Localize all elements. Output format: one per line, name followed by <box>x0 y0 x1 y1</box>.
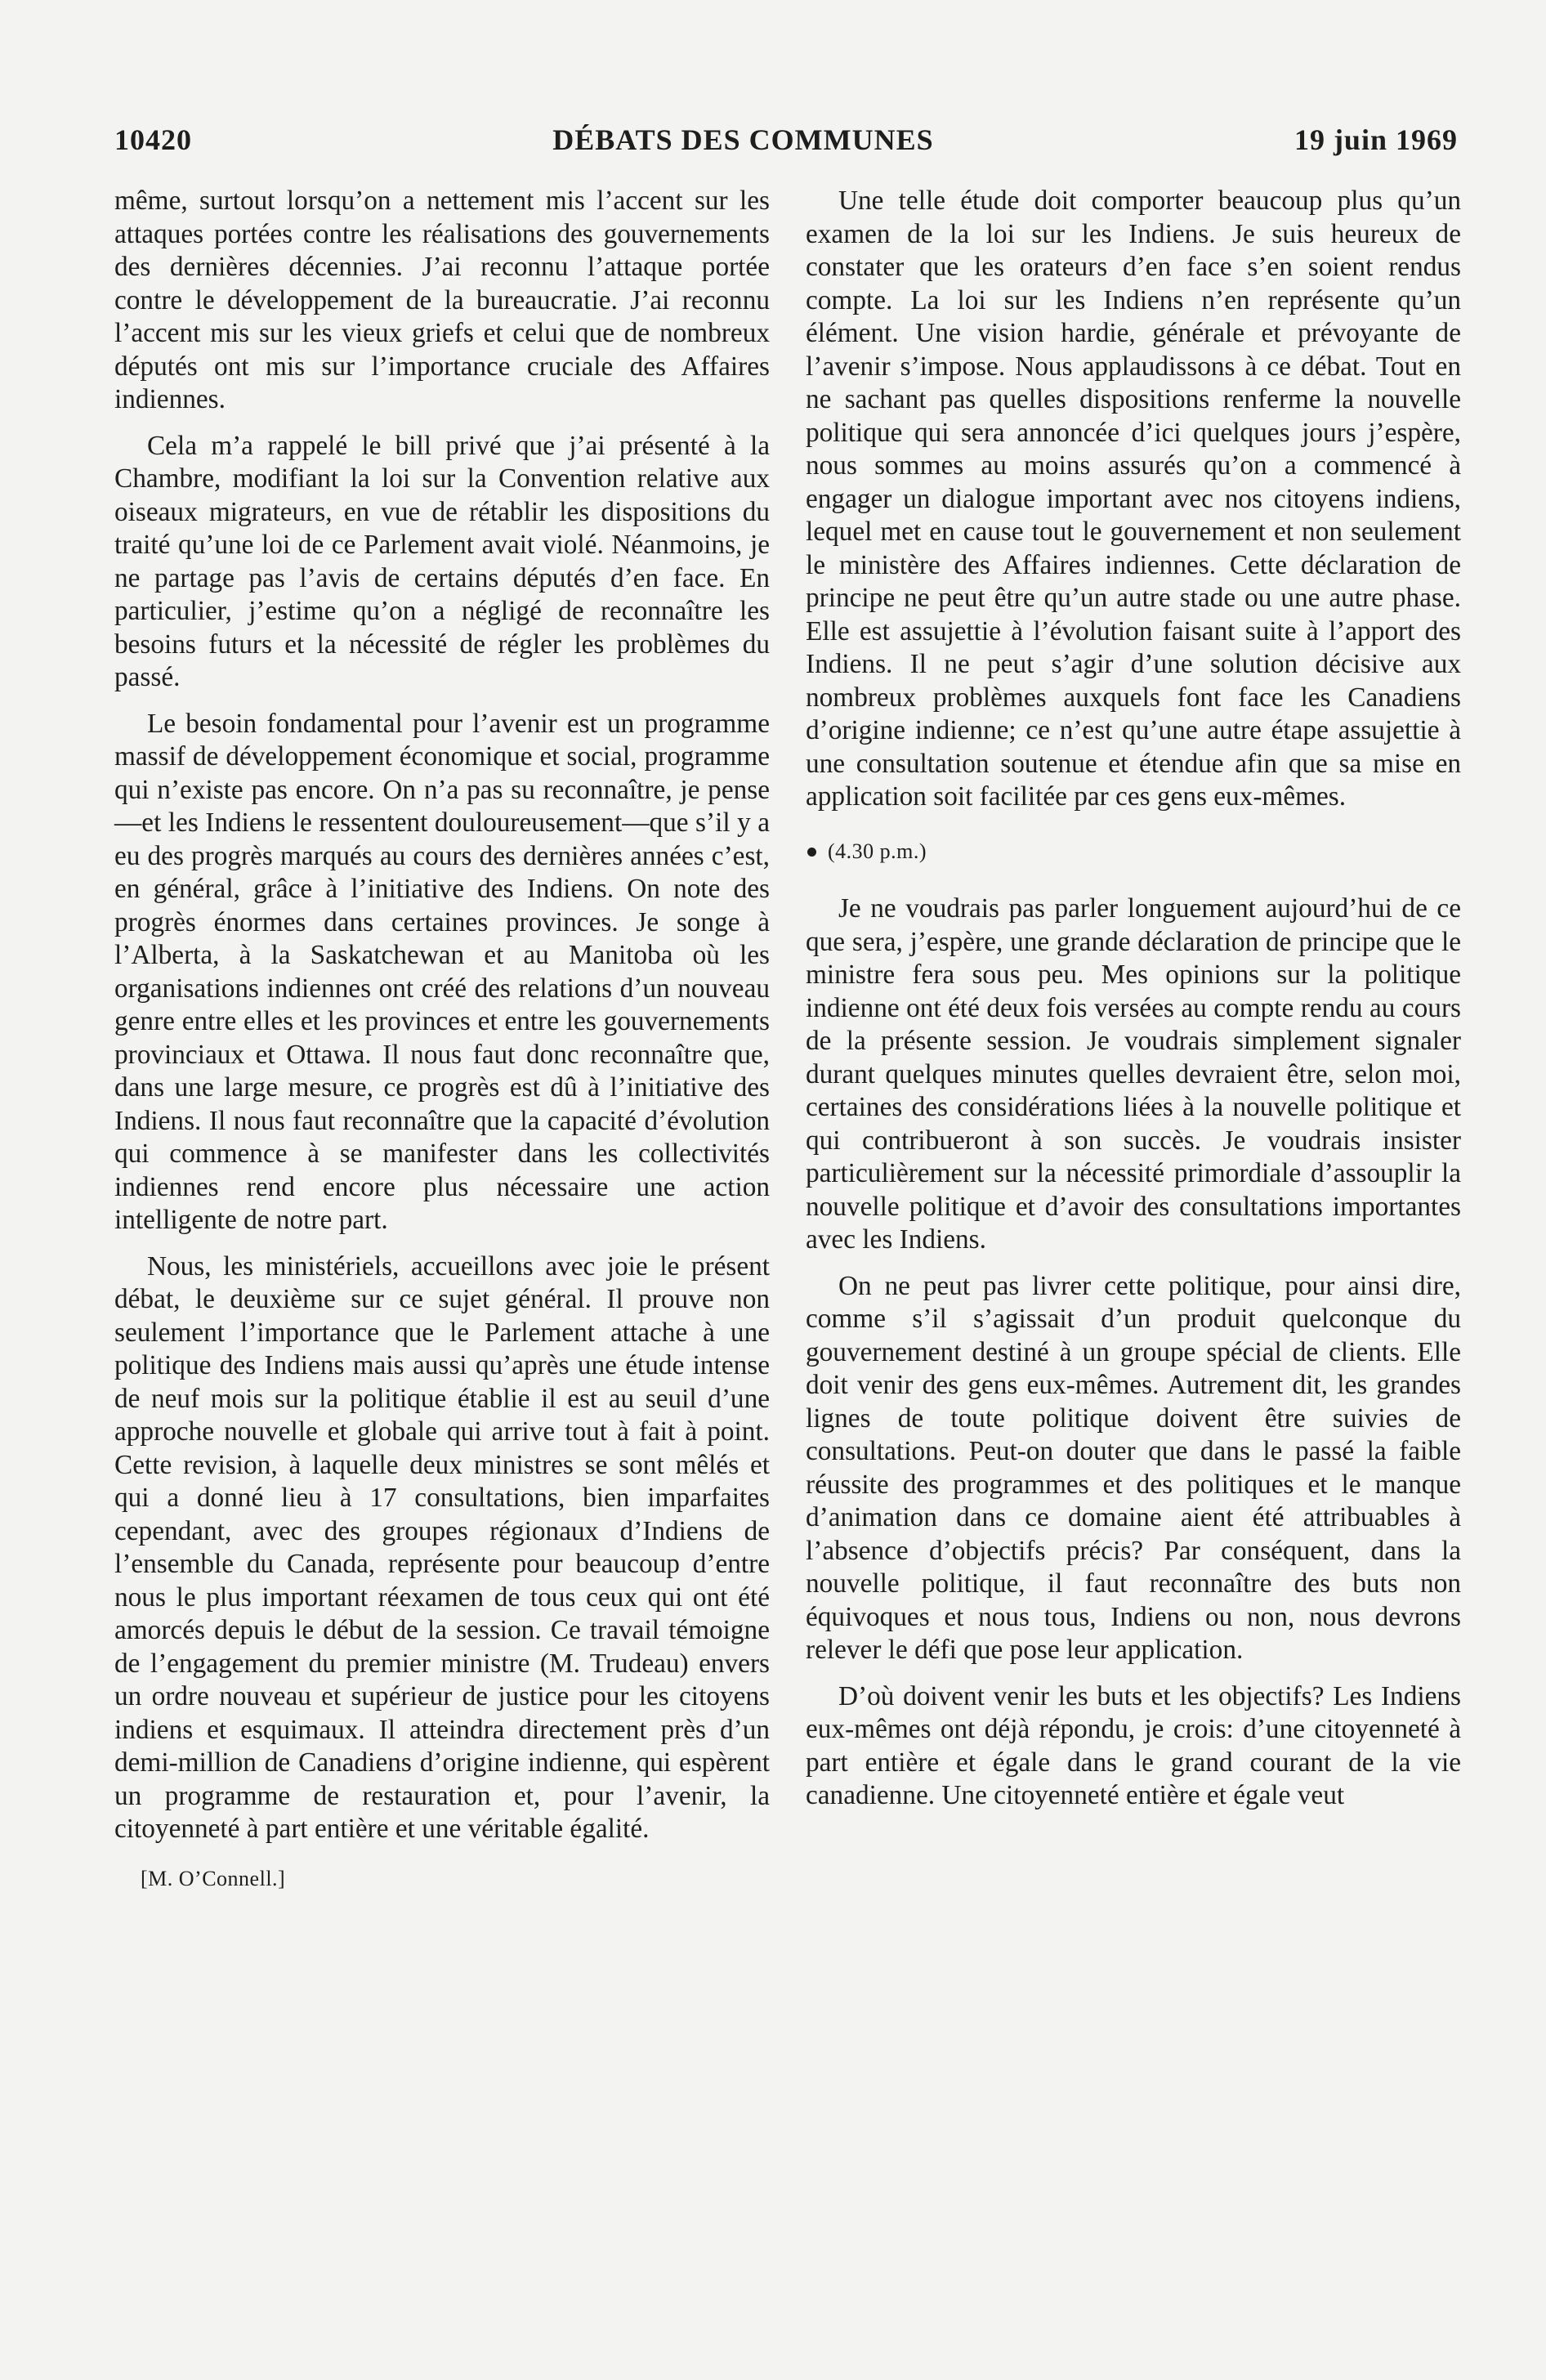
right-column <box>806 185 1461 1895</box>
time-marker <box>806 835 1461 869</box>
paragraph: Le besoin fondamental pour l’avenir est un programme massif de développement économique et social, programme qui n’existe pas encore. On n’a pas su reconnaître, je pense—et les Indiens le ressentent douloureusement—que s’il y a eu des progrès marqués au cours des dernières années c’est, en général, grâce à l’initiative des Indiens. On note des progrès énormes dans certaines provinces. Je songe à l’Alberta, à la Saskatchewan et au Manitoba où les organisations indiennes ont créé des relations d’un nouveau genre entre elles et les provinces et entre les gouvernements provinciaux et Ottawa. Il nous faut donc reconnaître que, dans une large mesure, ce progrès est dû à l’initiative des Indiens. Il nous faut reconnaître que la capacité d’évolution qui commence à se manifester dans les collectivités indiennes rend encore plus nécessaire une action intelligente de notre part. <box>114 708 770 1235</box>
paragraph: Nous, les ministériels, accueillons avec joie le présent débat, le deuxième sur ce sujet général. Il prouve non seulement l’importance que le Parlement attache à une politique des Indiens mais aussi qu’après une étude intense de neuf mois sur la politique établie il est au seuil d’une approche nouvelle et globale qui arrive tout à fait à point. Cette revision, à laquelle deux ministres se sont mêlés et qui a donné lieu à 17 consultations, bien imparfaites cependant, avec des groupes régionaux d’Indiens de l’ensemble du Canada, représente pour beaucoup d’entre nous le plus important réexamen de tous ceux qui ont été amorcés depuis le début de la session. Ce travail témoigne de l’engagement du premier ministre (M. Trudeau) envers un ordre nouveau et supérieur de justice pour les citoyens indiens et esquimaux. Il atteindra directement près d’un demi-million de Canadiens d’origine indienne, qui espèrent un programme de restauration et, pour l’avenir, la citoyenneté à part entière et une véritable égalité. <box>114 1250 770 1844</box>
bullet-icon <box>807 848 816 857</box>
paragraph: Je ne voudrais pas parler longuement aujourd’hui de ce que sera, j’espère, une grande déclaration de principe que le ministre fera sous peu. Mes opinions sur la politique indienne ont été deux fois versées au compte rendu au cours de la présente session. Je voudrais simplement signaler durant quelques minutes quelles devraient être, selon moi, certaines des considérations liées à la nouvelle politique et qui contribueront à son succès. Je voudrais insister particulièrement sur la nécessité primordiale d’assouplir la nouvelle politique et d’avoir des consultations importantes avec les Indiens. <box>806 893 1461 1255</box>
page-number: 10420 <box>114 123 192 156</box>
text-columns <box>114 185 1461 1895</box>
left-column <box>114 185 770 1895</box>
paragraph: On ne peut pas livrer cette politique, pour ainsi dire, comme s’il s’agissait d’un produit quelconque du gouvernement destiné à un groupe spécial de clients. Elle doit venir des gens eux-mêmes. Autrement dit, les grandes lignes de toute politique doivent être suivies de consultations. Peut-on douter que dans le passé la faible réussite des programmes et des politiques et le manque d’animation dans ce domaine aient été attribuables à l’absence d’objectifs précis? Par conséquent, dans la nouvelle politique, il faut reconnaître des buts non équivoques et nous tous, Indiens ou non, nous devrons relever le défi que pose leur application. <box>806 1270 1461 1665</box>
time-marker-text: (4.30 p.m.) <box>828 839 927 863</box>
paragraph: Cela m’a rappelé le bill privé que j’ai présenté à la Chambre, modifiant la loi sur la Convention relative aux oiseaux migrateurs, en vue de rétablir les dispositions du traité qu’une loi de ce Parlement avait violé. Néanmoins, je ne partage pas l’avis de certains députés d’en face. En particulier, j’estime qu’on a négligé de reconnaître les besoins futurs et la nécessité de régler les problèmes du passé. <box>114 430 770 692</box>
publication-title: DÉBATS DES COMMUNES <box>552 123 934 156</box>
issue-date: 19 juin 1969 <box>1294 123 1458 156</box>
speaker-attribution: [M. O’Connell.] <box>141 1866 286 1890</box>
paragraph: D’où doivent venir les buts et les objectifs? Les Indiens eux-mêmes ont déjà répondu, je crois: d’une citoyenneté à part entière et égale dans le grand courant de la vie canadienne. Une citoyenneté entière et égale veut <box>806 1680 1461 1810</box>
page-header <box>114 123 1461 157</box>
paragraph: même, surtout lorsqu’on a nettement mis l’accent sur les attaques portées contre les réalisations des gouvernements des dernières décennies. J’ai reconnu l’attaque portée contre le développement de la bureaucratie. J’ai reconnu l’accent mis sur les vieux griefs et celui que de nombreux députés ont mis sur l’importance cruciale des Affaires indiennes. <box>114 186 770 414</box>
paragraph: Une telle étude doit comporter beaucoup plus qu’un examen de la loi sur les Indiens. Je suis heureux de constater que les orateurs d’en face s’en soient rendus compte. La loi sur les Indiens n’en représente qu’un élément. Une vision hardie, générale et prévoyante de l’avenir s’impose. Nous applaudissons à ce débat. Tout en ne sachant pas quelles dispositions renferme la nouvelle politique qui sera annoncée d’ici quelques jours j’espère, nous sommes au moins assurés qu’on a commencé à engager un dialogue important avec nos citoyens indiens, lequel met en cause tout le gouvernement et non seulement le ministère des Affaires indiennes. Cette déclaration de principe ne peut être qu’un autre stade ou une autre phase. Elle est assujettie à l’évolution faisant suite à l’apport des Indiens. Il ne peut s’agir d’une solution décisive aux nombreux problèmes auxquels font face les Canadiens d’origine indienne; ce n’est qu’une autre étape assujettie à une consultation soutenue et étendue afin que sa mise en application soit facilitée par ces gens eux-mêmes. <box>806 186 1461 812</box>
